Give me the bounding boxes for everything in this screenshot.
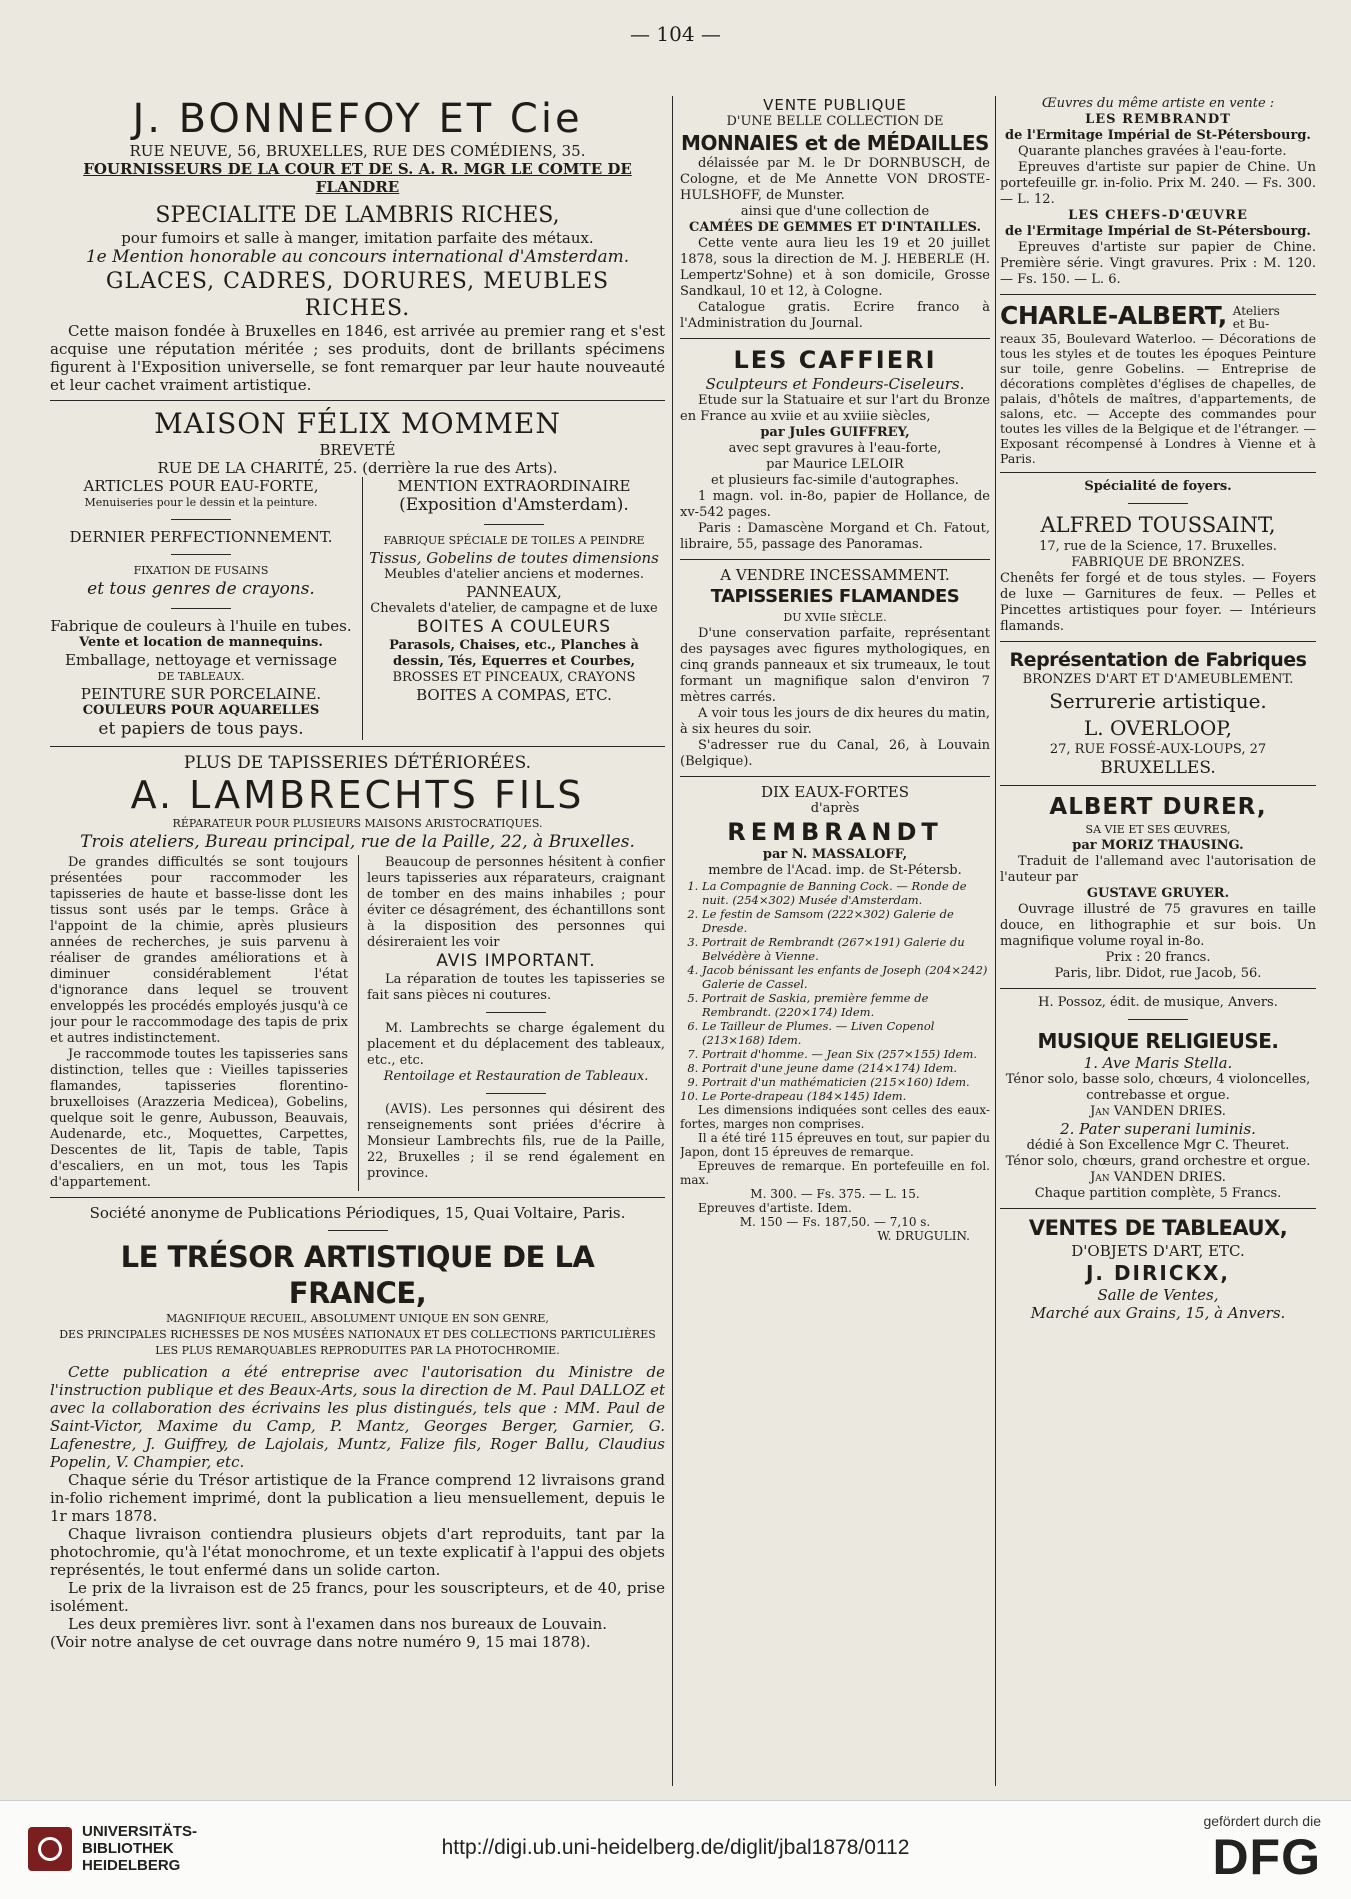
lambrechts-avis2: (AVIS). Les personnes qui désirent des renseignements sont priées d'écrire à Monsieur Lambrechts fils, rue de la Paille, 22, Bruxelles ; il se rend également en province. bbox=[367, 1102, 665, 1181]
viewer-footer bbox=[0, 1800, 1351, 1899]
page-number: — 104 — bbox=[630, 22, 721, 46]
lambrechts-title: A. LAMBRECHTS FILS bbox=[130, 773, 585, 817]
ad-charle-albert bbox=[1000, 301, 1316, 466]
oeuvres-p3: Epreuves d'artiste sur papier de Chine. Première série. Vingt gravures. Prix : M. 120. — Fs. 150. — L. 6. bbox=[1000, 240, 1316, 287]
divider bbox=[50, 400, 665, 401]
tapisseries-adr: S'adresser rue du Canal, 26, à Louvain (Belgique). bbox=[680, 738, 990, 769]
charle-side: Ateliers et Bu- bbox=[1232, 304, 1280, 331]
rembrandt-note2: Il a été tiré 115 épreuves en tout, sur papier du Japon, dont 15 épreuves de remarque. bbox=[680, 1131, 990, 1159]
ad-ventes bbox=[1000, 1215, 1316, 1322]
musique-i2c: Ténor solo, chœurs, grand orchestre et orgue. bbox=[1005, 1154, 1311, 1169]
mommen-address: RUE DE LA CHARITÉ, 25. (derrière la rue des Arts). bbox=[157, 459, 558, 477]
durer-trad: Traduit de l'allemand avec l'autorisation de l'auteur par bbox=[1000, 854, 1316, 885]
musique-c1: Jan VANDEN DRIES. bbox=[1090, 1104, 1226, 1119]
ad-tresor bbox=[50, 1239, 665, 1651]
rembrandt-apres: d'après bbox=[810, 801, 860, 816]
vente-camees: CAMÉES DE GEMMES ET D'INTAILLES. bbox=[689, 220, 981, 235]
lambrechts-charge: M. Lambrechts se charge également du placement et du déplacement des tableaux, etc., etc. bbox=[367, 1021, 665, 1068]
vente-sub: D'UNE BELLE COLLECTION DE bbox=[726, 114, 944, 129]
rembrandt-note4: Epreuves d'artiste. Idem. bbox=[698, 1201, 852, 1215]
rembrandt-price2: M. 150 — Fs. 187,50. — 7,10 s. bbox=[739, 1215, 931, 1229]
mommen-right-item: Chevalets d'atelier, de campagne et de luxe bbox=[370, 601, 658, 616]
mommen-left-item: Emballage, nettoyage et vernissage bbox=[64, 651, 338, 669]
mommen-left-item: Menuiseries pour le dessin et la peinture. bbox=[84, 496, 318, 509]
divider bbox=[1000, 641, 1316, 642]
bonnefoy-body: Cette maison fondée à Bruxelles en 1846, est arrivée au premier rang et s'est acquise une réputation méritée ; ses produits, dont de brillants spécimens figurent à l'Exposition universelle, se font remarquer par leur haute nouveauté et leur cachet vraiment artistique. bbox=[50, 322, 665, 394]
list-item: 1. La Compagnie de Banning Cock. — Ronde de nuit. (254×302) Musée d'Amsterdam. bbox=[702, 879, 990, 907]
rembrandt-title: REMBRANDT bbox=[727, 818, 943, 846]
tapisseries-pre: A VENDRE INCESSAMMENT. bbox=[720, 566, 950, 584]
divider bbox=[680, 776, 990, 777]
divider bbox=[171, 519, 231, 520]
lambrechts-avis: AVIS IMPORTANT. bbox=[436, 951, 596, 971]
rembrandt-note3: Epreuves de remarque. En portefeuille en fol. max. bbox=[680, 1159, 990, 1187]
bonnefoy-goods: GLACES, CADRES, DORURES, MEUBLES RICHES. bbox=[105, 269, 610, 321]
rembrandt-note1: Les dimensions indiquées sont celles des eaux-fortes, marges non comprises. bbox=[680, 1103, 990, 1131]
rembrandt-pre: DIX EAUX-FORTES bbox=[760, 783, 909, 801]
mommen-left-list bbox=[50, 477, 352, 740]
mommen-left-item: DE TABLEAUX. bbox=[157, 670, 245, 683]
lambrechts-sub: RÉPARATEUR POUR PLUSIEURS MAISONS ARISTOCRATIQUES. bbox=[172, 817, 543, 830]
ad-rembrandt bbox=[680, 783, 990, 1243]
list-item: 3. Portrait de Rembrandt (267×191) Galerie du Belvédère à Vienne. bbox=[702, 935, 990, 963]
divider bbox=[484, 524, 544, 525]
lambrechts-left-body: De grandes difficultés se sont toujours présentées pour raccommoder les tapisseries de haute et basse-lisse dont les tissus sont usés par le temps. Grâce à l'appoint de la chimie, après plusieurs années de recherches, je suis parvenu à réaliser de grandes améliorations et à diminuer considérablement l'état d'ignorance dans lequel se trouvent enveloppés les procédés employés jusqu'à ce jour pour le raccommodage des tapis de prix et autres indistinctement. bbox=[50, 855, 348, 1046]
divider bbox=[1000, 988, 1316, 989]
mommen-left-item: PEINTURE SUR PORCELAINE. bbox=[80, 685, 322, 703]
overloop-name: L. OVERLOOP, bbox=[1084, 716, 1232, 740]
list-item: 5. Portrait de Saskia, première femme de Rembrandt. (220×174) Idem. bbox=[702, 991, 990, 1019]
mommen-right-list bbox=[362, 477, 665, 740]
caffieri-fac: et plusieurs fac-simile d'autographes. bbox=[711, 473, 959, 488]
tresor-intro: Cette publication a été entreprise avec l'autorisation du Ministre de l'instruction publique et des Beaux-Arts, sous la direction de M. Paul DALLOZ et avec la collaboration des écrivains les plus distingués, tels que : MM. Paul de Saint-Victor, Maxime du Camp, P. Mantz, Georges Berger, Garnier, G. Lafenestre, J. Guiffrey, de Lajolais, Muntz, Falize fils, Roger Ballu, Claudius Popelin, V. Champier, etc. bbox=[50, 1363, 665, 1471]
mommen-left-item: DERNIER PERFECTIONNEMENT. bbox=[69, 528, 333, 546]
musique-i1b: Ténor solo, basse solo, chœurs, 4 violoncelles, contrebasse et orgue. bbox=[1005, 1072, 1311, 1103]
durer-sub: SA VIE ET SES ŒUVRES, bbox=[1085, 823, 1231, 836]
tapisseries-title: TAPISSERIES FLAMANDES bbox=[710, 586, 960, 607]
vente-title: VENTE PUBLIQUE bbox=[763, 96, 907, 114]
tapisseries-body: D'une conservation parfaite, représentant des paysages avec figures mythologiques, en cinq grands panneaux et six trumeaux, le tout formant un magnifique salon d'environ 7 mètres carrés. bbox=[680, 626, 990, 705]
source-url[interactable]: http://digi.ub.uni-heidelberg.de/diglit/jbal1878/0112 bbox=[441, 1836, 910, 1859]
library-logo-text: UNIVERSITÄTS- BIBLIOTHEK HEIDELBERG bbox=[82, 1823, 198, 1874]
mommen-right-item: (Exposition d'Amsterdam). bbox=[399, 495, 629, 515]
divider bbox=[680, 559, 990, 560]
vente-body: délaissée par M. le Dr DORNBUSCH, de Cologne, et de Me Annette VON DROSTE-HULSHOFF, de Munster. bbox=[680, 156, 990, 203]
tresor-sub2: DES PRINCIPALES RICHESSES DE NOS MUSÉES NATIONAUX ET DES COLLECTIONS PARTICULIÈRES LES PLUS REMARQUABLES REPRODUITES PAR LA PHOTOCHROMIE. bbox=[59, 1328, 656, 1357]
ad-overloop bbox=[1000, 648, 1316, 779]
oeuvres-t2b: de l'Ermitage Impérial de St-Pétersbourg. bbox=[1005, 224, 1311, 239]
dfg-credit[interactable] bbox=[1203, 1813, 1321, 1885]
mommen-left-item: Vente et location de mannequins. bbox=[79, 635, 323, 650]
musique-i1: 1. Ave Maris Stella. bbox=[1083, 1054, 1233, 1072]
ad-musique bbox=[1000, 995, 1316, 1202]
oeuvres-t2: LES CHEFS-D'ŒUVRE bbox=[1068, 208, 1248, 223]
overloop-city: BRUXELLES. bbox=[1100, 758, 1216, 778]
oeuvres-pre: Œuvres du même artiste en vente : bbox=[1041, 96, 1275, 111]
tresor-sub1: MAGNIFIQUE RECUEIL, ABSOLUMENT UNIQUE EN SON GENRE, bbox=[166, 1312, 549, 1325]
caffieri-grav: avec sept gravures à l'eau-forte, bbox=[728, 441, 942, 456]
musique-pre: H. Possoz, édit. de musique, Anvers. bbox=[1038, 995, 1278, 1010]
mommen-brevete: BREVETÉ bbox=[319, 441, 396, 459]
musique-i2: 2. Pater superani luminis. bbox=[1060, 1120, 1256, 1138]
column-middle bbox=[680, 96, 990, 1786]
divider bbox=[1000, 294, 1316, 295]
durer-par: par MORIZ THAUSING. bbox=[1072, 838, 1244, 853]
societe-line: Société anonyme de Publications Périodiques, 15, Quai Voltaire, Paris. bbox=[89, 1204, 626, 1222]
tresor-title: LE TRÉSOR ARTISTIQUE DE LA FRANCE, bbox=[120, 1240, 595, 1310]
mommen-right-item: BROSSES ET PINCEAUX, CRAYONS bbox=[392, 670, 636, 685]
mommen-right-item: FABRIQUE SPÉCIALE DE TOILES A PEINDRE bbox=[383, 534, 645, 547]
divider bbox=[1000, 785, 1316, 786]
divider bbox=[328, 1230, 388, 1231]
caffieri-sub: Sculpteurs et Fondeurs-Ciseleurs. bbox=[705, 375, 965, 393]
rembrandt-par: par N. MASSALOFF, bbox=[762, 847, 908, 862]
divider bbox=[50, 746, 665, 747]
list-item: 8. Portrait d'une jeune dame (214×174) Idem. bbox=[702, 1061, 990, 1075]
vente-ainsi: ainsi que d'une collection de bbox=[740, 204, 930, 219]
durer-paris: Paris, libr. Didot, rue Jacob, 56. bbox=[1054, 966, 1262, 981]
mommen-title: MAISON FÉLIX MOMMEN bbox=[154, 407, 561, 440]
tapisseries-voir: A voir tous les jours de dix heures du matin, à six heures du soir. bbox=[680, 706, 990, 737]
ad-caffieri bbox=[680, 345, 990, 553]
mommen-right-item: Parasols, Chaises, etc., Planches à dessin, Tés, Equerres et Courbes, bbox=[389, 638, 639, 669]
lambrechts-avis-body: La réparation de toutes les tapisseries se fait sans pièces ni coutures. bbox=[367, 972, 665, 1003]
durer-prix: Prix : 20 francs. bbox=[1105, 950, 1211, 965]
oeuvres-t1: LES REMBRANDT bbox=[1085, 112, 1231, 127]
column-rule-1 bbox=[672, 96, 673, 1786]
durer-title: ALBERT DURER, bbox=[1049, 794, 1267, 820]
column-right bbox=[1000, 96, 1316, 1786]
dfg-logo: DFG bbox=[1212, 1829, 1321, 1885]
column-left bbox=[50, 96, 665, 1786]
divider bbox=[171, 608, 231, 609]
oeuvres-p1: Quarante planches gravées à l'eau-forte. bbox=[1018, 144, 1287, 159]
ventes-title: VENTES DE TABLEAUX, bbox=[1028, 1216, 1288, 1240]
caffieri-title: LES CAFFIERI bbox=[733, 346, 937, 374]
rembrandt-membre: membre de l'Acad. imp. de St-Pétersb. bbox=[708, 863, 962, 878]
divider bbox=[171, 554, 231, 555]
musique-c2: Jan VANDEN DRIES. bbox=[1090, 1170, 1226, 1185]
ad-tapisseries bbox=[680, 566, 990, 770]
musique-i2b: dédié à Son Excellence Mgr C. Theuret. bbox=[1026, 1138, 1290, 1153]
ad-mommen bbox=[50, 407, 665, 740]
tresor-p5: (Voir notre analyse de cet ouvrage dans notre numéro 9, 15 mai 1878). bbox=[50, 1633, 591, 1651]
mommen-left-item: et tous genres de crayons. bbox=[87, 579, 315, 599]
bonnefoy-title: J. BONNEFOY ET Cie bbox=[132, 96, 583, 142]
bonnefoy-address: RUE NEUVE, 56, BRUXELLES, RUE DES COMÉDIENS, 35. bbox=[129, 142, 586, 160]
bonnefoy-supplier: FOURNISSEURS DE LA COUR ET DE S. A. R. MGR LE COMTE DE FLANDRE bbox=[83, 160, 632, 196]
ad-durer bbox=[1000, 792, 1316, 982]
musique-title: MUSIQUE RELIGIEUSE. bbox=[1037, 1029, 1279, 1053]
mommen-left-item: et papiers de tous pays. bbox=[98, 719, 304, 739]
durer-body: Ouvrage illustré de 75 gravures en taille douce, en lithographie et sur bois. Un magnifique volume royal in-8o. bbox=[1000, 902, 1316, 949]
divider bbox=[1000, 472, 1316, 473]
musique-price: Chaque partition complète, 5 Francs. bbox=[1034, 1186, 1282, 1201]
lambrechts-right-body: Beaucoup de personnes hésitent à confier leurs tapisseries aux réparateurs, craignant de tomber en des mains inhabiles ; pour éviter ce désagrément, des échantillons sont à la disposition des personnes qui désireraient les voir bbox=[367, 855, 665, 950]
list-item: 2. Le festin de Samsom (222×302) Galerie de Dresde. bbox=[702, 907, 990, 935]
lambrechts-ateliers: Trois ateliers, Bureau principal, rue de la Paille, 22, à Bruxelles. bbox=[80, 832, 635, 852]
overloop-serr: Serrurerie artistique. bbox=[1049, 689, 1267, 713]
ad-vente bbox=[680, 96, 990, 332]
divider bbox=[486, 1093, 546, 1094]
mommen-right-item: MENTION EXTRAORDINAIRE bbox=[397, 477, 631, 495]
column-rule-2 bbox=[995, 96, 996, 1786]
tresor-p2: Chaque livraison contiendra plusieurs objets d'art reproduits, tant par la photochromie, qu'à l'état monochrome, et un texte explicatif à l'appui des objets représentés, le tout enfermé dans un solide carton. bbox=[50, 1525, 665, 1579]
lambrechts-pre: PLUS DE TAPISSERIES DÉTÉRIORÉES. bbox=[183, 753, 532, 773]
durer-gruyer: GUSTAVE GRUYER. bbox=[1086, 886, 1230, 901]
tresor-p3: Le prix de la livraison est de 25 francs, pour les souscripteurs, et de 40, prise isolément. bbox=[50, 1579, 665, 1615]
tresor-p1: Chaque série du Trésor artistique de la France comprend 12 livraisons grand in-folio richement imprimé, dont la publication a lieu mensuellement, depuis le 1r mars 1878. bbox=[50, 1471, 665, 1525]
list-item: 4. Jacob bénissant les enfants de Joseph (204×242) Galerie de Cassel. bbox=[702, 963, 990, 991]
ad-toussaint bbox=[1000, 479, 1316, 635]
caffieri-leloir: par Maurice LELOIR bbox=[766, 457, 904, 472]
caffieri-par: par Jules GUIFFREY, bbox=[760, 425, 910, 440]
list-item: 7. Portrait d'homme. — Jean Six (257×155) Idem. bbox=[702, 1047, 990, 1061]
ventes-salle: Salle de Ventes, bbox=[1097, 1286, 1219, 1304]
toussaint-addr: 17, rue de la Science, 17. Bruxelles. bbox=[1039, 539, 1277, 554]
ad-lambrechts bbox=[50, 753, 665, 1191]
ad-bonnefoy bbox=[50, 96, 665, 394]
divider bbox=[1128, 503, 1188, 504]
divider bbox=[50, 1197, 665, 1198]
bonnefoy-mention: 1e Mention honorable au concours international d'Amsterdam. bbox=[85, 247, 630, 267]
toussaint-sub: FABRIQUE DE BRONZES. bbox=[1071, 555, 1245, 570]
lambrechts-right bbox=[358, 855, 665, 1191]
mommen-right-item: BOITES A COMPAS, ETC. bbox=[416, 686, 612, 704]
rembrandt-list bbox=[680, 879, 990, 1103]
ventes-name: J. DIRICKX, bbox=[1085, 1261, 1231, 1285]
divider bbox=[486, 1012, 546, 1013]
vente-main: MONNAIES et de MÉDAILLES bbox=[681, 131, 989, 155]
charle-body: reaux 35, Boulevard Waterloo. — Décorations de tous les styles et de toutes les époques Peinture sur toile, genre Gobelins. — Entreprise de décorations complètes d'églises de chapelles, de palais, d'hôtels de maîtres, d'appartements, de salons, etc. — Accepte des commandes pour toutes les villes de la Belgique et de l'étranger. — Exposant récompensé à Londres à Vienne et à Paris. bbox=[1000, 331, 1316, 466]
divider bbox=[680, 338, 990, 339]
rembrandt-price1: M. 300. — Fs. 375. — L. 15. bbox=[750, 1187, 920, 1201]
toussaint-title: ALFRED TOUSSAINT, bbox=[1040, 513, 1276, 537]
mommen-left-item: FIXATION DE FUSAINS bbox=[133, 564, 269, 577]
lambrechts-rentoilage: Rentoilage et Restauration de Tableaux. bbox=[383, 1069, 649, 1084]
tapisseries-sub: DU XVIIe SIÈCLE. bbox=[783, 611, 887, 624]
mommen-left-item: COULEURS POUR AQUARELLES bbox=[82, 703, 320, 718]
caffieri-vol: 1 magn. vol. in-8o, papier de Hollance, de xv-542 pages. bbox=[680, 489, 990, 520]
mommen-left-item: ARTICLES POUR EAU-FORTE, bbox=[83, 477, 319, 495]
overloop-title: Représentation de Fabriques bbox=[1009, 649, 1307, 671]
toussaint-pre: Spécialité de foyers. bbox=[1084, 479, 1232, 494]
oeuvres-p2: Epreuves d'artiste sur papier de Chine. Un portefeuille gr. in-folio. Prix M. 240. — Fs. 300. — L. 12. bbox=[1000, 160, 1316, 207]
tresor-p4: Les deux premières livr. sont à l'examen dans nos bureaux de Louvain. bbox=[68, 1615, 607, 1633]
divider bbox=[1128, 1019, 1188, 1020]
mommen-right-item: PANNEAUX, bbox=[466, 583, 562, 601]
caffieri-body: Etude sur la Statuaire et sur l'art du Bronze en France au xviie et au xviiie siècles, bbox=[680, 393, 990, 424]
vente-date: Cette vente aura lieu les 19 et 20 juillet 1878, sous la direction de M. J. HEBERLE (H. Lempertz'Sohne) et à son domicile, Grosse Sandkaul, 10 et 12, à Cologne. bbox=[680, 236, 990, 299]
ventes-sub: D'OBJETS D'ART, ETC. bbox=[1071, 1242, 1245, 1260]
mommen-right-item: BOITES A COULEURS bbox=[416, 617, 612, 637]
mommen-left-item: Fabrique de couleurs à l'huile en tubes. bbox=[50, 617, 352, 635]
bonnefoy-specialty: SPECIALITE DE LAMBRIS RICHES, bbox=[155, 203, 560, 228]
caffieri-paris: Paris : Damascène Morgand et Ch. Fatout, libraire, 55, passage des Panoramas. bbox=[680, 521, 990, 552]
divider bbox=[1000, 1208, 1316, 1209]
charle-title: CHARLE-ALBERT, bbox=[1000, 301, 1227, 330]
list-item: 10. Le Porte-drapeau (184×145) Idem. bbox=[702, 1089, 990, 1103]
list-item: 6. Le Tailleur de Plumes. — Liven Copenol (213×168) Idem. bbox=[702, 1019, 990, 1047]
rembrandt-sign: W. DRUGULIN. bbox=[877, 1229, 970, 1243]
vente-catalogue: Catalogue gratis. Ecrire franco à l'Administration du Journal. bbox=[680, 300, 990, 331]
list-item: 9. Portrait d'un mathématicien (215×160) Idem. bbox=[702, 1075, 990, 1089]
overloop-sub: BRONZES D'ART ET D'AMEUBLEMENT. bbox=[1022, 672, 1294, 687]
bonnefoy-specialty-sub: pour fumoirs et salle à manger, imitation parfaite des métaux. bbox=[121, 229, 594, 247]
lambrechts-left bbox=[50, 855, 348, 1191]
lambrechts-left-body2: Je raccommode toutes les tapisseries sans distinction, telles que : Vieilles tapisseries flamandes, tapisseries florentino-bruxelloises (Arazzeria Medicea), Gobelins, quelque soit le genre, Aubusson, Beauvais, Audenarde, etc., Moquettes, Carpettes, Descentes de lit, Tapis de table, Tapis d'escaliers, en un mot, tous les Tapis d'appartement. bbox=[50, 1047, 348, 1190]
mommen-right-item: Tissus, Gobelins de toutes dimensions bbox=[369, 549, 659, 567]
dfg-caption: gefördert durch die bbox=[1203, 1813, 1321, 1829]
oeuvres-t1b: de l'Ermitage Impérial de St-Pétersbourg. bbox=[1005, 128, 1311, 143]
ad-oeuvres bbox=[1000, 96, 1316, 288]
mommen-right-item: Meubles d'atelier anciens et modernes. bbox=[383, 567, 644, 582]
toussaint-body: Chenêts fer forgé et de tous styles. — Foyers de luxe — Garnitures de feux. — Pelles et Pincettes artistiques pour foyer. — Intérieurs flamands. bbox=[1000, 571, 1316, 634]
ventes-addr: Marché aux Grains, 15, à Anvers. bbox=[1030, 1304, 1286, 1322]
overloop-addr: 27, RUE FOSSÉ-AUX-LOUPS, 27 bbox=[1049, 742, 1267, 757]
